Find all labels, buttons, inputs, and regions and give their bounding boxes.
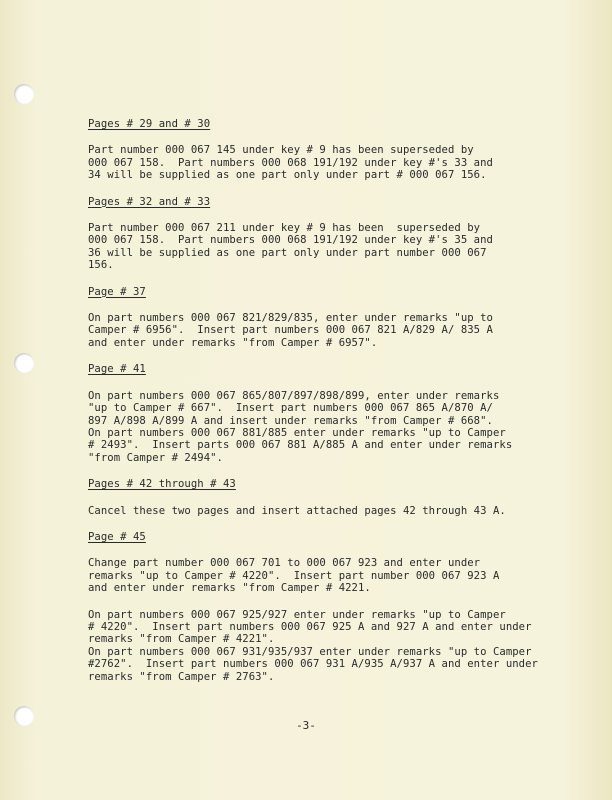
- section-paragraph: [88, 312, 528, 349]
- text-line: 000 067 158. Part numbers 000 068 191/192 under key #'s 33 and: [88, 156, 493, 169]
- text-line: remarks "from Camper # 4221".: [88, 633, 275, 646]
- text-line: # 2493". Insert parts 000 067 881 A/885 A and enter under remarks: [88, 439, 513, 452]
- section-paragraph: [88, 390, 528, 464]
- section-paragraph: [88, 222, 528, 272]
- section: [88, 286, 528, 350]
- section: [88, 530, 538, 683]
- text-line: Part number 000 067 211 under key # 9 has been superseded by: [88, 222, 481, 235]
- section-heading: Page # 37: [88, 285, 146, 298]
- text-line: #2762". Insert part numbers 000 067 931 A/935 A/937 A and enter under: [88, 658, 538, 671]
- section-heading: Pages # 42 through # 43: [88, 478, 236, 491]
- text-line: 156.: [88, 259, 114, 272]
- text-line: Part number 000 067 145 under key # 9 has been superseded by: [88, 144, 474, 157]
- section-paragraph: [88, 144, 528, 181]
- document-body: [88, 118, 538, 697]
- section-paragraph: [88, 608, 538, 683]
- text-line: On part numbers 000 067 931/935/937 enter under remarks "up to Camper: [88, 645, 532, 658]
- text-line: On part numbers 000 067 821/829/835, enter under remarks "up to: [88, 312, 493, 325]
- text-line: "from Camper # 2494".: [88, 451, 223, 464]
- text-line: 34 will be supplied as one part only under part # 000 067 156.: [88, 169, 487, 182]
- text-line: On part numbers 000 067 881/885 enter under remarks "up to Camper: [88, 426, 506, 439]
- binder-hole-middle: [14, 353, 34, 373]
- section-heading: Page # 45: [88, 530, 146, 543]
- section: [88, 118, 528, 182]
- section: [88, 196, 528, 272]
- text-line: On part numbers 000 067 865/807/897/898/899, enter under remarks: [88, 389, 500, 402]
- text-line: Cancel these two pages and insert attached pages 42 through 43 A.: [88, 504, 506, 517]
- section-heading: Pages # 29 and # 30: [88, 118, 211, 130]
- section-heading: Pages # 32 and # 33: [88, 195, 211, 208]
- section-paragraph: [88, 557, 528, 594]
- text-line: remarks "from Camper # 2763".: [88, 670, 275, 683]
- section: [88, 478, 528, 517]
- text-line: 897 A/898 A/899 A and insert under remarks "from Camper # 668".: [88, 414, 493, 427]
- section-paragraph: [88, 505, 528, 517]
- text-line: and enter under remarks "from Camper # 4221.: [88, 582, 371, 595]
- section: [88, 363, 528, 464]
- text-line: Camper # 6956". Insert part numbers 000 067 821 A/829 A/ 835 A: [88, 324, 493, 337]
- text-line: 36 will be supplied as one part only under part number 000 067: [88, 246, 487, 259]
- text-line: 000 067 158. Part numbers 000 068 191/192 under key #'s 35 and: [88, 234, 493, 247]
- text-line: # 4220". Insert part numbers 000 067 925 A and 927 A and enter under: [88, 620, 532, 633]
- section-heading: Page # 41: [88, 363, 146, 376]
- text-line: remarks "up to Camper # 4220". Insert part number 000 067 923 A: [88, 569, 500, 582]
- page-number: -3-: [296, 719, 316, 732]
- text-line: "up to Camper # 667". Insert part numbers 000 067 865 A/870 A/: [88, 402, 493, 415]
- binder-hole-top: [14, 84, 34, 104]
- text-line: and enter under remarks "from Camper # 6957".: [88, 336, 378, 349]
- text-line: Change part number 000 067 701 to 000 067 923 and enter under: [88, 557, 481, 570]
- text-line: On part numbers 000 067 925/927 enter under remarks "up to Camper: [88, 608, 506, 621]
